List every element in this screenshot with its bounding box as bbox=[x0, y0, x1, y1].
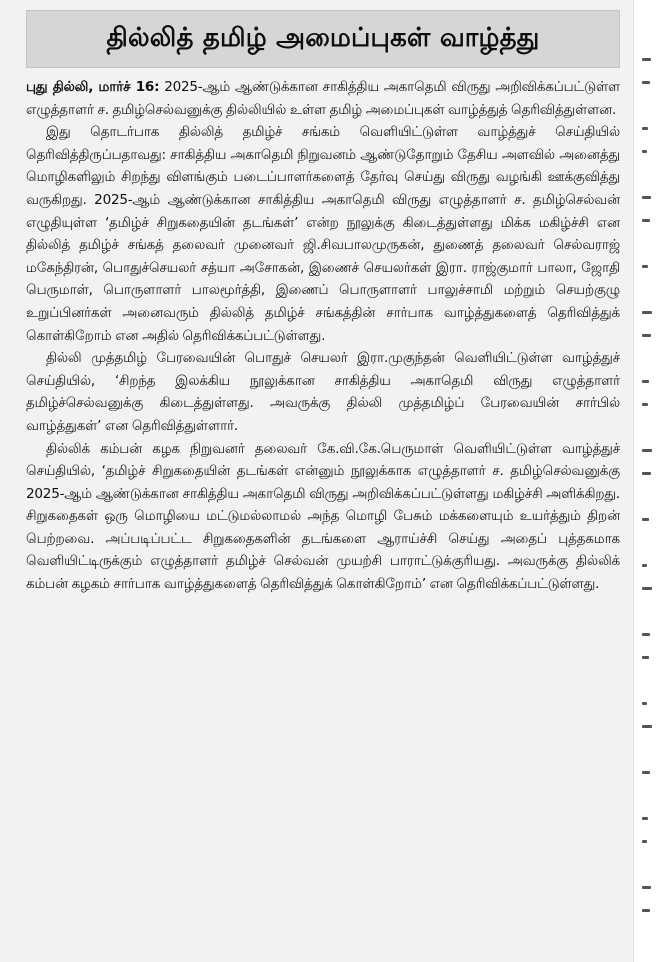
clipped-text-fragment bbox=[642, 196, 651, 199]
clipped-text-fragment bbox=[642, 380, 649, 383]
news-article bbox=[26, 10, 620, 596]
adjacent-column-edge bbox=[633, 0, 660, 962]
clipped-text-fragment bbox=[642, 633, 650, 636]
clipped-text-fragment bbox=[642, 219, 650, 222]
clipped-text-fragment bbox=[642, 587, 652, 590]
dateline: புது தில்லி, மார்ச் 16: bbox=[26, 79, 160, 95]
clipped-text-fragment bbox=[642, 909, 650, 912]
clipped-text-fragment bbox=[642, 771, 650, 774]
paragraph-2: இது தொடர்பாக தில்லித் தமிழ்ச் சங்கம் வெளியிட்டுள்ள வாழ்த்துச் செய்தியில் தெரிவித்திருப்பதாவது: சாகித்திய அகாதெமி நிறுவனம் ஆண்டுதோறும் தேசிய அளவில் அனைத்து மொழிகளிலும் சிறந்து விளங்கும் படைப்பாளர்களைத் தேர்வு செய்து விருது வழங்கி ஊக்குவித்து வருகிறது. 2025-ஆம் ஆண்டுக்கான சாகித்திய அகாதெமி விருது எழுத்தாளர் ச. தமிழ்செல்வன் எழுதியுள்ள ‘தமிழ்ச் சிறுகதையின் தடங்கள்’ என்ற நூலுக்கு கிடைத்துள்ளது மிக்க மகிழ்ச்சி என தில்லித் தமிழ்ச் சங்கத் தலைவர் முனைவர் ஜி.சிவபாலமுருகன், துணைத் தலைவர் செல்வராஜ் மகேந்திரன், பொதுச்செயலர் சத்யா அசோகன், இணைச் செயலர்கள் இரா. ராஜ்குமார் பாலா, ஜோதி பெருமாள், பொருளாளர் பாலமூர்த்தி, இணைப் பொருளாளர் பாலுச்சாமி மற்றும் செயற்குழு உறுப்பினர்கள் அனைவரும் தில்லித் தமிழ்ச் சங்கத்தின் சார்பாக வாழ்த்துகளைத் தெரிவித்துக் கொள்கிறோம் என அதில் தெரிவிக்கப்பட்டுள்ளது. bbox=[26, 124, 620, 344]
article-body bbox=[26, 76, 620, 596]
headline-banner bbox=[26, 10, 620, 68]
clipped-text-fragment bbox=[642, 840, 647, 843]
clipped-text-fragment bbox=[642, 127, 648, 130]
headline: தில்லித் தமிழ் அமைப்புகள் வாழ்த்து bbox=[106, 22, 540, 53]
clipped-text-fragment bbox=[642, 725, 652, 728]
clipped-text-fragment bbox=[642, 518, 649, 521]
clipped-text-fragment bbox=[642, 656, 649, 659]
clipped-text-fragment bbox=[642, 150, 647, 153]
clipped-text-fragment bbox=[642, 311, 652, 314]
clipped-text-fragment bbox=[642, 702, 647, 705]
clipped-text-fragment bbox=[642, 817, 648, 820]
paragraph-3: தில்லி முத்தமிழ் பேரவையின் பொதுச் செயலர் இரா.முகுந்தன் வெளியிட்டுள்ள வாழ்த்துச் செய்தியில், ‘சிறந்த இலக்கிய நூலுக்கான சாகித்திய அகாதெமி விருது எழுத்தாளர் தமிழ்ச்செல்வனுக்கு கிடைத்துள்ளது. அவருக்கு தில்லி முத்தமிழ்ப் பேரவையின் சார்பில் வாழ்த்துகள்’ என தெரிவித்துள்ளார். bbox=[26, 350, 620, 434]
clipped-text-fragment bbox=[642, 81, 650, 84]
paragraph-1-text: 2025-ஆம் ஆண்டுக்கான சாகித்திய அகாதெமி விருது அறிவிக்கப்பட்டுள்ள எழுத்தாளர் ச. தமிழ்செல்வனுக்கு தில்லியில் உள்ள தமிழ் அமைப்புகள் வாழ்த்துத் தெரிவித்துள்ளன. bbox=[26, 79, 620, 118]
clipped-text-fragment bbox=[642, 334, 651, 337]
clipped-text-fragment bbox=[642, 58, 651, 61]
clipped-text-fragment bbox=[642, 403, 648, 406]
clipped-text-fragment bbox=[642, 265, 648, 268]
clipped-text-fragment bbox=[642, 472, 651, 475]
paragraph-4: தில்லிக் கம்பன் கழக நிறுவனர் தலைவர் கே.வி.கே.பெருமாள் வெளியிட்டுள்ள வாழ்த்துச் செய்தியில், ‘தமிழ்ச் சிறுகதையின் தடங்கள் என்னும் நூலுக்காக எழுத்தாளர் ச. தமிழ்செல்வனுக்கு 2025-ஆம் ஆண்டுக்கான சாகித்திய அகாதெமி விருது அறிவிக்கப்பட்டுள்ளது மகிழ்ச்சி அளிக்கிறது. சிறுகதைகள் ஒரு மொழியை மட்டுமல்லாமல் அந்த மொழி பேசும் மக்களையும் உயர்த்தும் திறன் பெற்றவை. அப்படிப்பட்ட சிறுகதைகளின் தடங்களை ஆராய்ச்சி செய்து அதைப் புத்தகமாக வெளியிட்டிருக்கும் எழுத்தாளர் தமிழ்ச் செல்வன் முயற்சி பாராட்டுக்குரியது. அவருக்கு தில்லிக் கம்பன் கழகம் சார்பாக வாழ்த்துகளைத் தெரிவித்துக் கொள்கிறோம்’ என தெரிவிக்கப்பட்டுள்ளது. bbox=[26, 440, 620, 593]
clipped-text-fragment bbox=[642, 449, 652, 452]
clipped-text-fragment bbox=[642, 564, 647, 567]
paragraph-1 bbox=[26, 76, 620, 121]
clipped-text-fragment bbox=[642, 886, 651, 889]
